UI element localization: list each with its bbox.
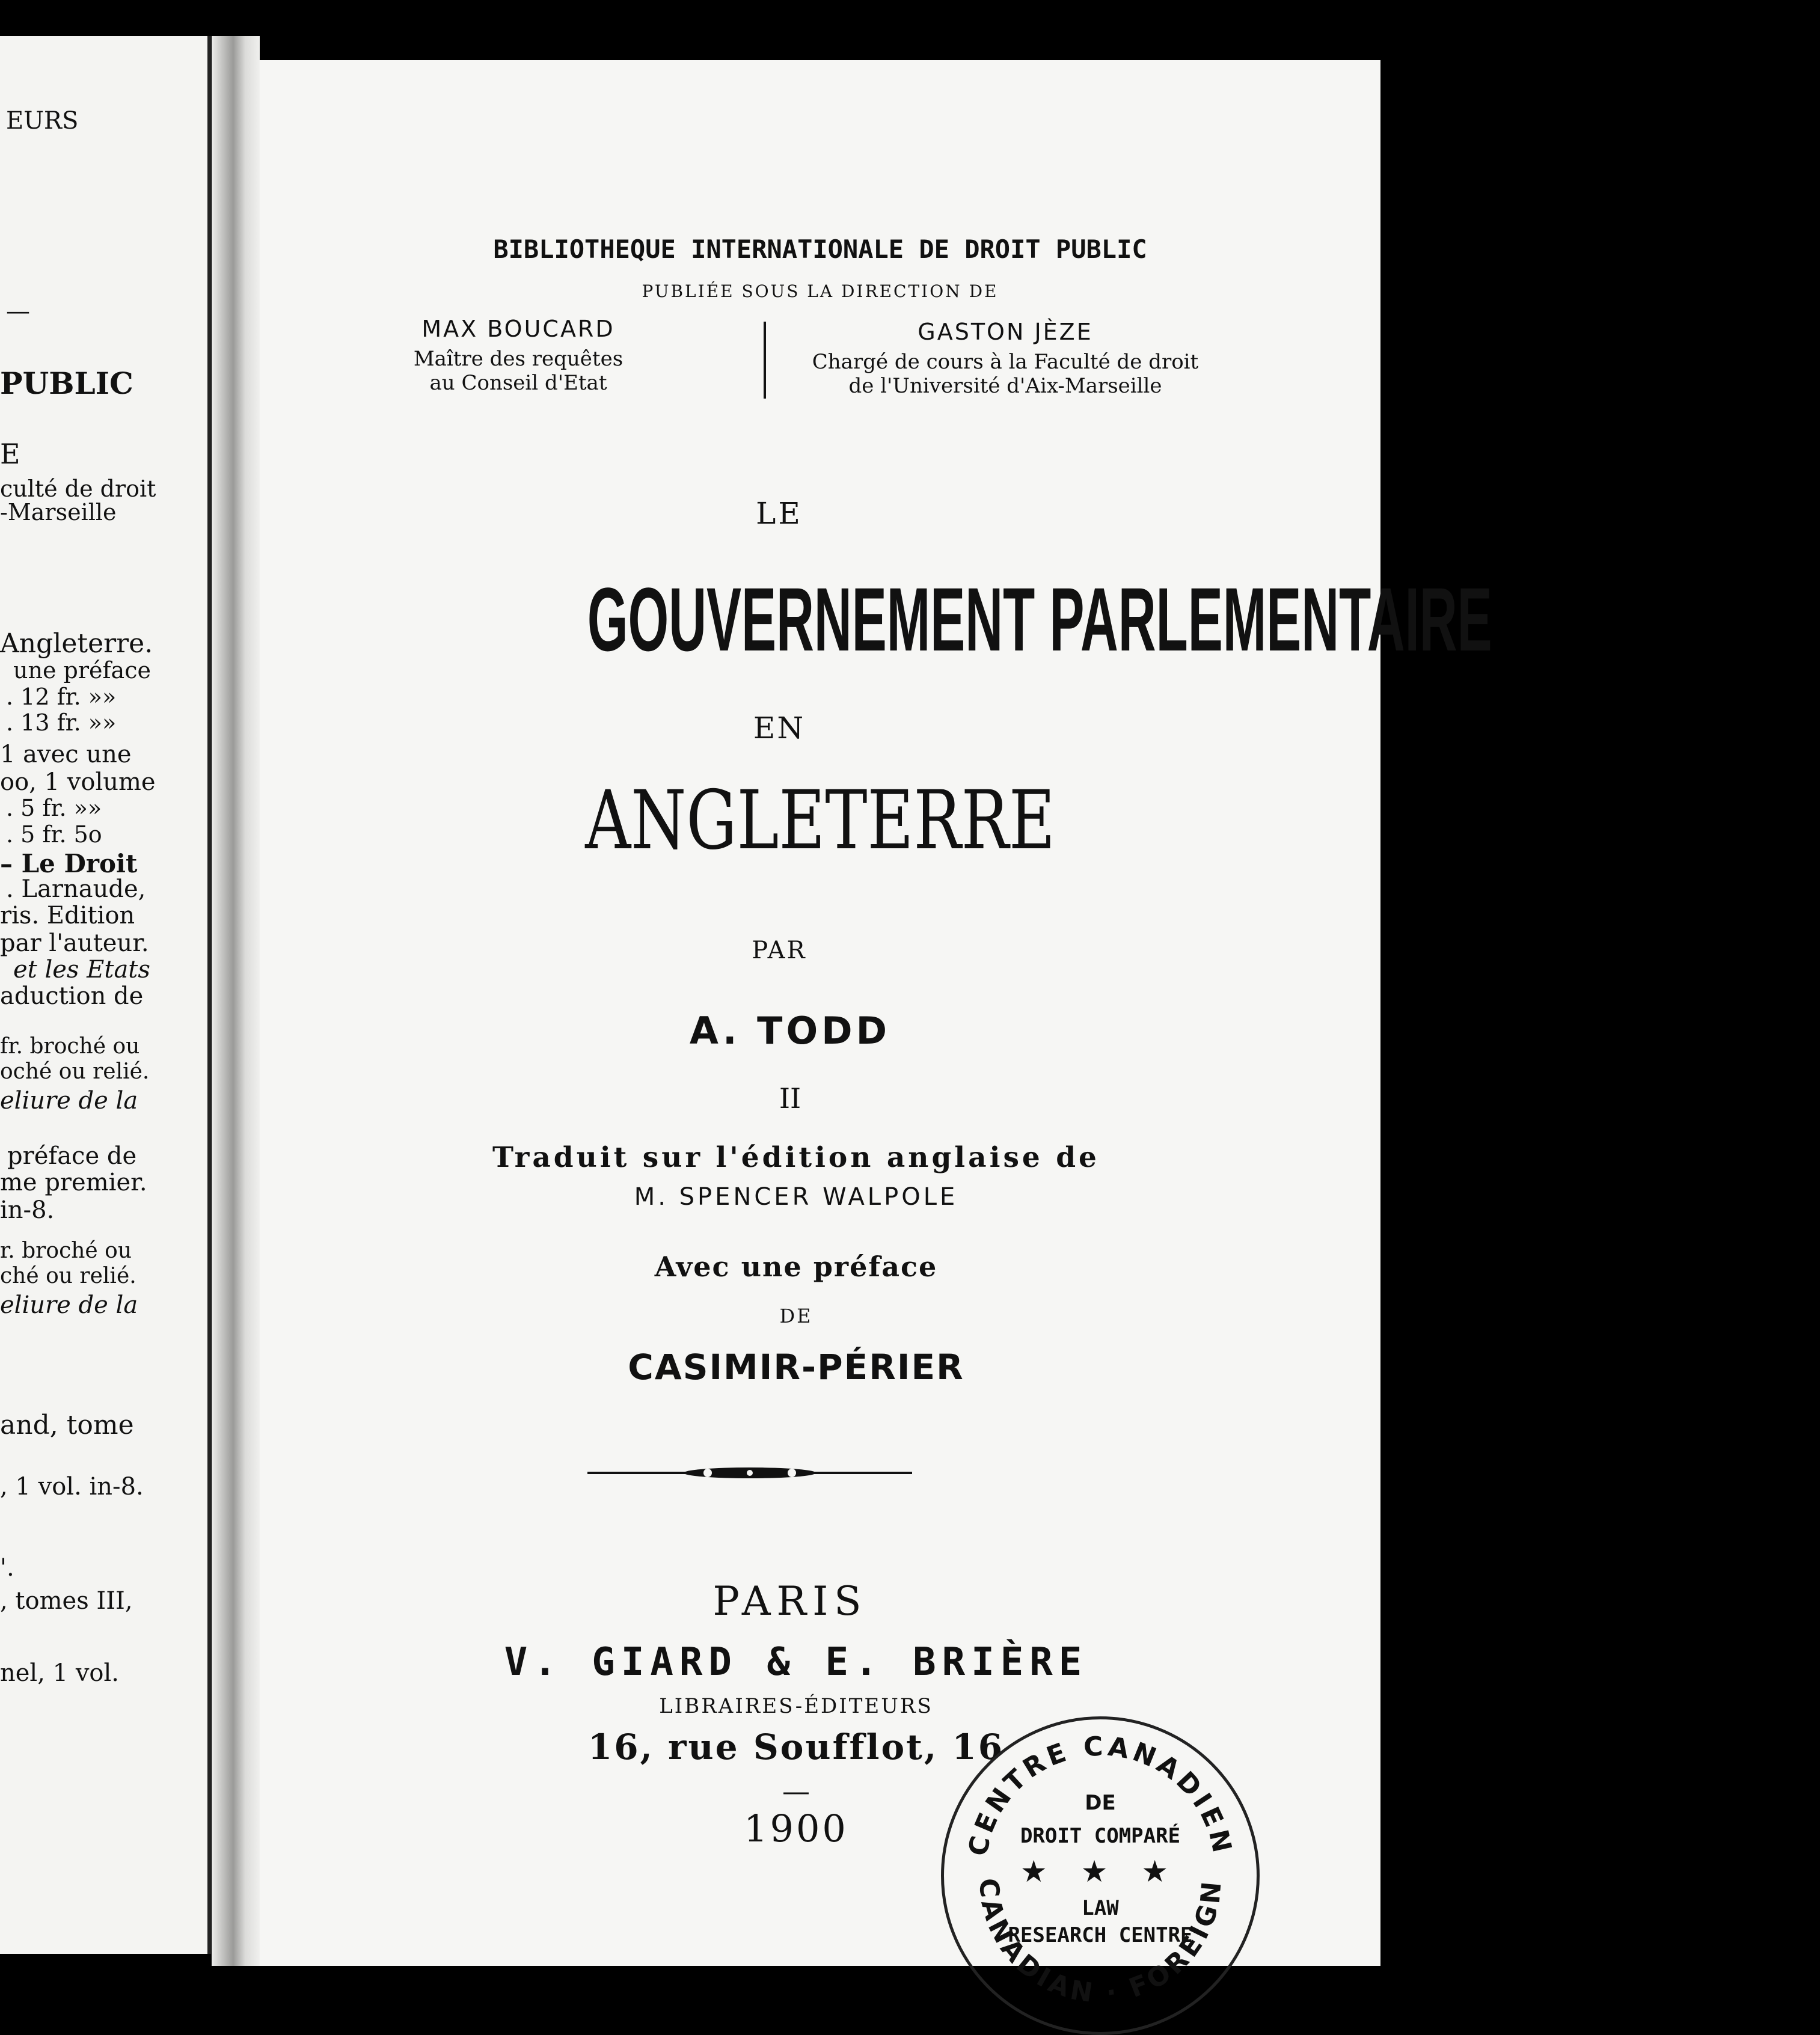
editor-left-name: MAX BOUCARD <box>421 316 615 342</box>
direction-line: PUBLIÉE SOUS LA DIRECTION DE <box>642 281 999 301</box>
left-page-line: nel, 1 vol. <box>0 1659 120 1687</box>
stamp-arc-bottom: CANADIAN · FOREIGN <box>973 1877 1228 2009</box>
left-page-line: Angleterre. <box>0 628 153 659</box>
ornament-rule <box>587 1464 912 1482</box>
year-dash: — <box>782 1775 810 1807</box>
publisher: V. GIARD & E. BRIÈRE <box>504 1640 1088 1685</box>
left-page-line: par l'auteur. <box>0 929 149 957</box>
stamp-stars: ★ ★ ★ <box>1020 1854 1181 1889</box>
left-page-line: r. broché ou <box>0 1238 132 1263</box>
left-page-line: aduction de <box>0 982 144 1010</box>
stamp-arc-top: CENTRE CANADIEN <box>963 1731 1239 1859</box>
left-page-line: me premier. <box>0 1169 147 1196</box>
stamp-line3: RESEARCH CENTRE <box>1008 1923 1193 1947</box>
stamp-graphic <box>944 1719 1257 2032</box>
left-page-line: in-8. <box>0 1196 55 1224</box>
year: 1900 <box>744 1807 848 1850</box>
series-title: BIBLIOTHEQUE INTERNATIONALE DE DROIT PUBLIC <box>493 234 1147 264</box>
stamp-line2: LAW <box>1082 1896 1119 1920</box>
left-page-line: et les Etats <box>13 956 150 984</box>
editor-right <box>789 319 1222 398</box>
left-page-line: eliure de la <box>0 1291 138 1319</box>
city: PARIS <box>712 1578 868 1624</box>
translator: M. SPENCER WALPOLE <box>634 1183 958 1211</box>
editor-right-line1: Chargé de cours à la Faculté de droit <box>812 350 1199 374</box>
left-page-line: E <box>0 438 20 470</box>
translated-line: Traduit sur l'édition anglaise de <box>492 1141 1100 1174</box>
left-page-line: , 1 vol. in-8. <box>0 1473 144 1501</box>
editor-right-name: GASTON JÈZE <box>918 319 1093 345</box>
title-en: EN <box>753 711 806 745</box>
title-country <box>260 773 1380 868</box>
editor-left <box>386 316 651 395</box>
left-page-line: . 12 fr. »» <box>6 684 117 710</box>
title-country-text: ANGLETERRE <box>585 773 1055 868</box>
left-page-line: EURS <box>6 107 79 135</box>
title-page <box>260 60 1492 1966</box>
preface-author: CASIMIR-PÉRIER <box>628 1347 964 1388</box>
left-page-line: . 5 fr. 5o <box>6 821 102 848</box>
editor-left-line1: Maître des requêtes <box>413 347 624 371</box>
left-page-line: '. <box>0 1554 14 1582</box>
left-page-line: — <box>6 298 30 325</box>
author: A. TODD <box>689 1009 891 1053</box>
main-title-text: GOUVERNEMENT PARLEMENTAIRE <box>587 569 1492 670</box>
title-par: PAR <box>752 937 807 964</box>
editor-left-line2: au Conseil d'Etat <box>429 371 607 395</box>
publisher-role: LIBRAIRES-ÉDITEURS <box>659 1694 933 1718</box>
stamp-line1: DROIT COMPARÉ <box>1020 1824 1181 1848</box>
left-page-line: eliure de la <box>0 1087 138 1115</box>
editor-divider <box>764 322 766 399</box>
left-page-line: 1 avec une <box>0 741 132 768</box>
title-le: LE <box>756 496 803 531</box>
left-page-line: -Marseille <box>0 499 117 525</box>
left-page-line: ché ou relié. <box>0 1264 136 1288</box>
left-page-line: PUBLIC <box>0 366 133 401</box>
left-page-fragment <box>0 36 211 1954</box>
left-page-line: , tomes III, <box>0 1587 133 1615</box>
left-page-line: and, tome <box>0 1410 134 1440</box>
left-page-line: une préface <box>13 657 151 684</box>
left-page-line: oché ou relié. <box>0 1059 150 1084</box>
preface-line: Avec une préface <box>654 1250 938 1283</box>
left-page-line: – Le Droit <box>0 849 138 878</box>
editor-right-line2: de l'Université d'Aix-Marseille <box>848 374 1162 398</box>
left-page-line: . 13 fr. »» <box>6 709 117 736</box>
left-page-line: préface de <box>7 1142 137 1170</box>
left-page-line: culté de droit <box>0 476 156 502</box>
volume-number: II <box>779 1082 801 1115</box>
main-title <box>260 568 1492 670</box>
left-page-line: ris. Edition <box>0 902 135 929</box>
left-page-line: . 5 fr. »» <box>6 795 102 821</box>
address: 16, rue Soufflot, 16 <box>587 1727 1005 1767</box>
left-page-line: . Larnaude, <box>6 875 146 903</box>
left-page-line: fr. broché ou <box>0 1034 140 1059</box>
stamp-de: DE <box>1085 1791 1116 1815</box>
library-stamp <box>941 1716 1260 2035</box>
preface-de: DE <box>779 1305 813 1327</box>
left-page-line: oo, 1 volume <box>0 768 156 796</box>
